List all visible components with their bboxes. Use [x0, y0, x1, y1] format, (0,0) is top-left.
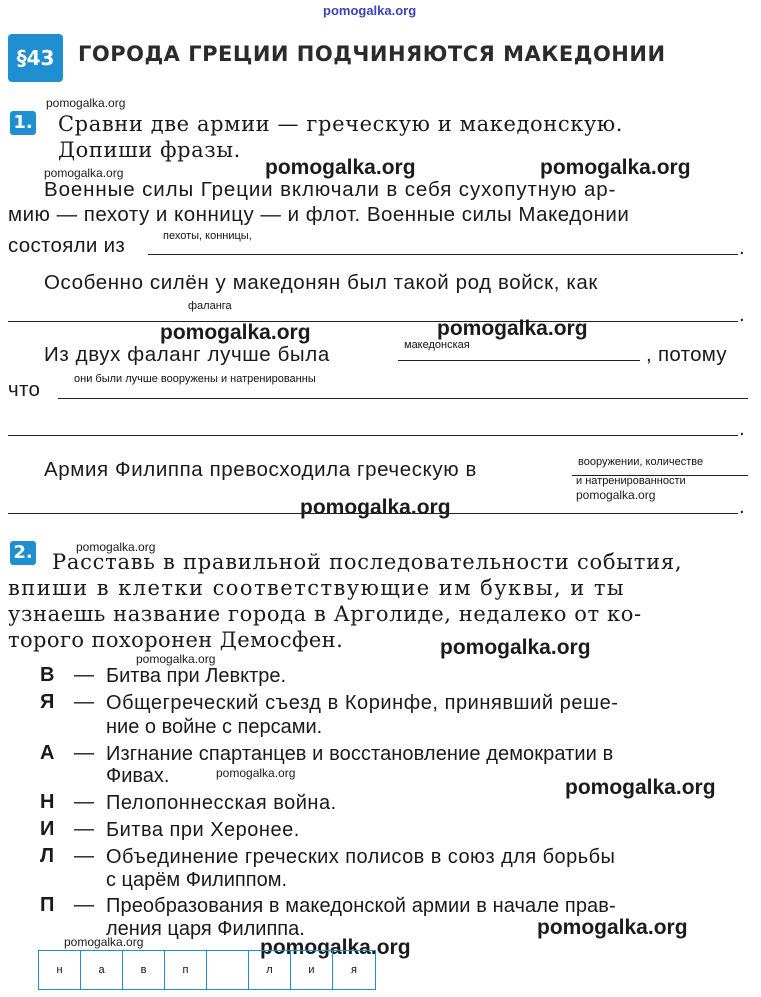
answer-line [148, 254, 738, 255]
paragraph-4: Армия Филиппа превосходила греческую в [44, 458, 477, 481]
task-1-instruction-cont: Допиши фразы. [58, 138, 241, 162]
answer-cell[interactable]: л [249, 951, 291, 989]
answer-cell[interactable]: я [351, 964, 357, 976]
section-number-badge: §43 [8, 34, 63, 82]
paragraph-3-end: , потому [646, 343, 727, 366]
event-dash: — [74, 894, 94, 916]
watermark: pomogalka.org [540, 156, 691, 179]
event-letter: П [40, 894, 55, 916]
watermark: pomogalka.org [160, 321, 311, 344]
watermark: pomogalka.org [44, 166, 124, 180]
event-text-cont: Фивах. [106, 765, 170, 787]
event-text: Преобразования в македонской армии в начале прав- [106, 895, 616, 917]
paragraph-1-line-1: Военные силы Греции включали в себя сухопутную ар- [44, 178, 617, 201]
event-dash: — [74, 845, 94, 867]
event-dash: — [74, 664, 94, 686]
paragraph-2-line-1: Особенно силён у македонян был такой род войск, как [44, 271, 598, 294]
event-letter: Я [40, 691, 55, 713]
event-text: Битва при Херонее. [106, 819, 300, 841]
answer-line [8, 435, 738, 436]
event-letter: В [40, 664, 55, 686]
answer-3: македонская [404, 339, 470, 351]
event-text: Объединение греческих полисов в союз для борьбы [106, 846, 616, 868]
watermark: pomogalka.org [265, 156, 416, 179]
watermark: pomogalka.org [216, 766, 296, 780]
event-letter: Л [40, 845, 55, 867]
event-text: Пелопоннесская война. [106, 792, 337, 814]
answer-cell[interactable]: и [291, 951, 333, 989]
task-1-instruction: Сравни две армии — греческую и македонскую. [58, 112, 624, 136]
answer-5: вооружении, количестве [578, 456, 704, 468]
task-2-instruction: Расставь в правильной последовательности события, [52, 550, 683, 574]
answer-line [398, 360, 640, 361]
paragraph-1-line-2: мию — пехоту и конницу — и флот. Военные силы Македонии [8, 203, 630, 226]
event-dash: — [74, 818, 94, 840]
answer-cell[interactable]: п [165, 951, 207, 989]
event-text: Изгнание спартанцев и восстановление демократии в [106, 743, 614, 765]
event-text-cont: ние о войне с персами. [106, 716, 323, 738]
paragraph-3-start: Из двух фаланг лучше была [44, 343, 330, 366]
page-title: ГОРОДА ГРЕЦИИ ПОДЧИНЯЮТСЯ МАКЕДОНИИ [78, 42, 666, 66]
watermark-top: pomogalka.org [323, 3, 417, 18]
answer-cell[interactable]: а [81, 951, 123, 989]
event-letter: Н [40, 791, 55, 813]
answer-1: пехоты, конницы, [163, 230, 252, 242]
event-letter: И [40, 818, 55, 840]
event-text: Битва при Левктре. [106, 665, 287, 687]
watermark: pomogalka.org [576, 488, 656, 502]
answer-line [8, 321, 738, 322]
watermark: pomogalka.org [76, 540, 156, 554]
watermark: pomogalka.org [64, 935, 144, 949]
event-dash: — [74, 742, 94, 764]
event-letter: А [40, 742, 55, 764]
watermark: pomogalka.org [300, 496, 451, 519]
event-text-cont: ления царя Филиппа. [106, 918, 305, 940]
task-1-badge: 1. [10, 111, 36, 135]
answer-cell[interactable] [207, 951, 249, 989]
paragraph-1-line-3: состояли из [8, 234, 126, 257]
answer-5-cont: и натренированности [576, 475, 686, 487]
watermark: pomogalka.org [260, 936, 411, 959]
event-text-cont: с царём Филиппом. [106, 869, 287, 891]
answer-cells [38, 950, 376, 990]
task-2-badge: 2. [10, 541, 36, 565]
watermark: pomogalka.org [537, 916, 688, 939]
event-dash: — [74, 791, 94, 813]
answer-line [58, 398, 748, 399]
answer-cell[interactable]: н [39, 951, 81, 989]
task-2-instruction-cont: торого похоронен Демосфен. [8, 628, 344, 652]
watermark: pomogalka.org [565, 776, 716, 799]
watermark: pomogalka.org [46, 96, 126, 110]
task-2-instruction-cont: впиши в клетки соответствующие им буквы, и ты [8, 576, 626, 600]
watermark: pomogalka.org [136, 652, 216, 666]
answer-4: они были лучше вооружены и натренированны [74, 373, 316, 385]
event-text: Общегреческий съезд в Коринфе, принявший реше- [106, 692, 619, 714]
answer-cell[interactable]: в [123, 951, 165, 989]
watermark: pomogalka.org [437, 317, 588, 340]
answer-2: фаланга [188, 300, 232, 312]
task-2-instruction-cont: узнаешь название города в Арголиде, недалеко от ко- [8, 602, 642, 626]
answer-line [8, 513, 738, 514]
watermark: pomogalka.org [440, 636, 591, 659]
paragraph-3-line-2: что [8, 378, 41, 401]
event-dash: — [74, 691, 94, 713]
